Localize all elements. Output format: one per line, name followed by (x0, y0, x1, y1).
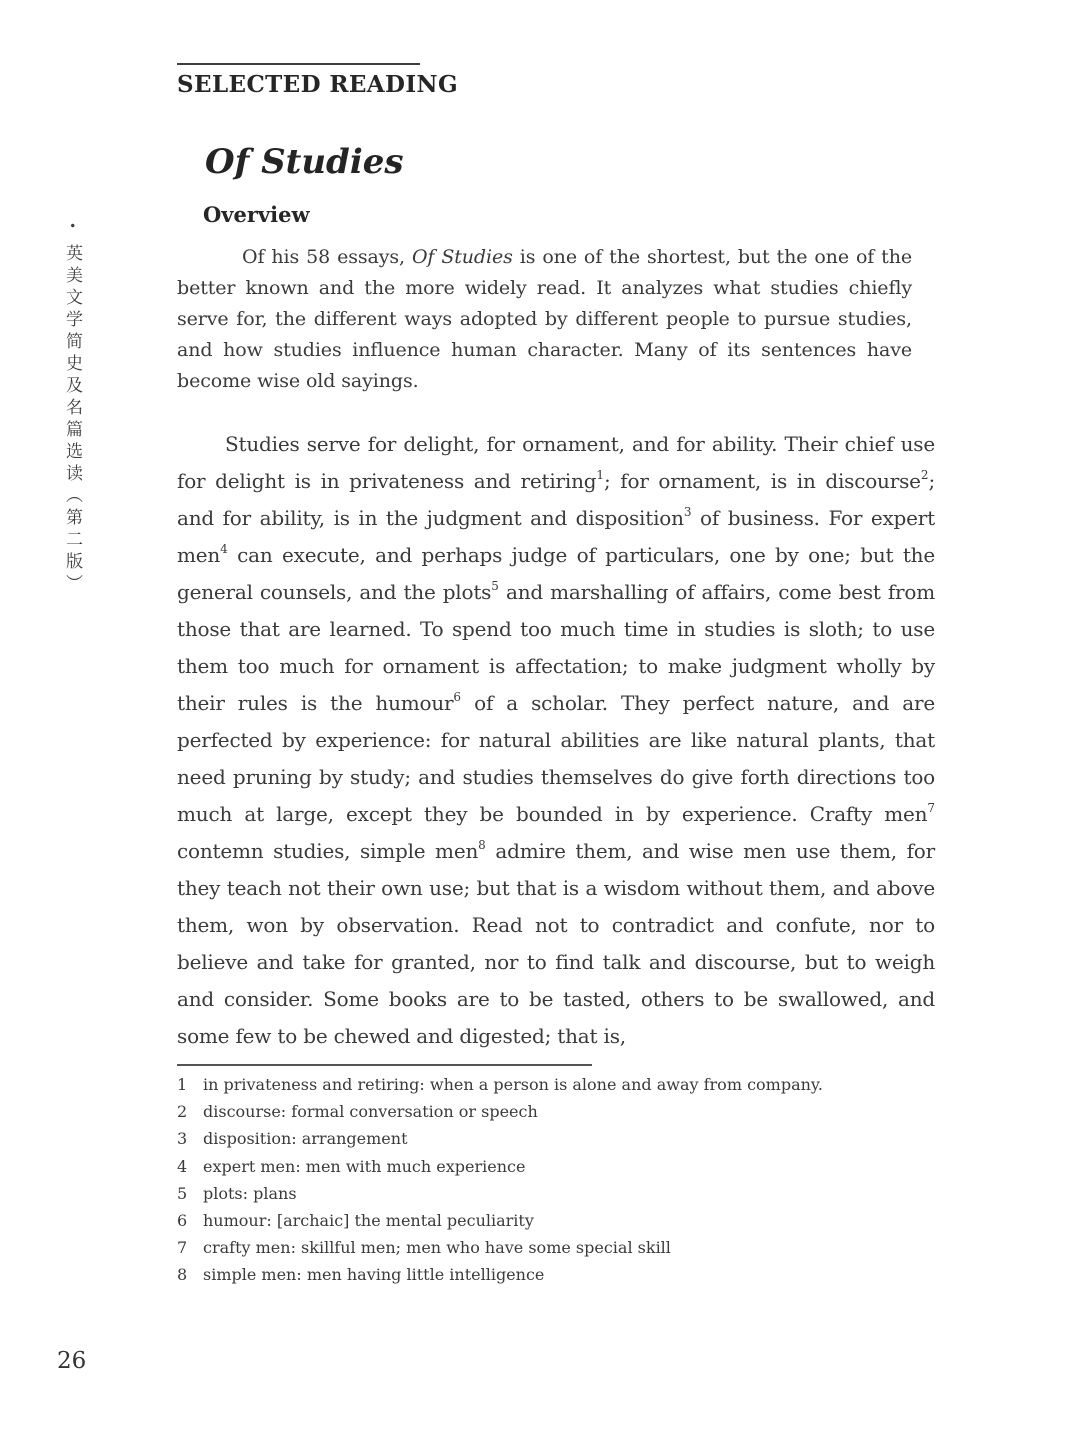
text-run: of business. For expert men (177, 506, 935, 567)
footnote-item (177, 1153, 935, 1180)
text-run: ; and for ability, is in the judgment and disposition (177, 469, 935, 530)
overview-heading: Overview (203, 202, 310, 227)
italic-text: Of Studies (411, 246, 513, 268)
footnote-number: 3 (177, 1129, 188, 1149)
footnote-item (177, 1180, 935, 1207)
section-header-rule (177, 63, 420, 65)
text-run: ; for ornament, is in discourse (604, 469, 921, 493)
footnote-number: 8 (177, 1265, 188, 1285)
footnote-text: in privateness and retiring: when a person is alone and away from company. (203, 1075, 823, 1094)
footnote-ref: 5 (491, 579, 499, 593)
footnote-ref: 2 (920, 468, 929, 482)
footnote-item (177, 1098, 935, 1125)
footnote-text: humour: [archaic] the mental peculiarity (203, 1211, 534, 1231)
book-title-text: 英美文学简史及名篇选读（第二版） (62, 244, 82, 597)
footnote-ref: 4 (220, 542, 228, 556)
footnote-number: 2 (177, 1102, 188, 1122)
footnote-ref: 1 (596, 468, 605, 482)
footnotes-list (177, 1071, 935, 1289)
footnote-text: disposition: arrangement (203, 1129, 408, 1149)
footnote-ref: 3 (683, 505, 692, 519)
footnote-item (177, 1071, 935, 1098)
footnote-ref: 8 (478, 838, 486, 852)
footnote-number: 4 (177, 1156, 188, 1176)
footnote-ref: 7 (927, 801, 935, 815)
text-run: can execute, and perhaps judge of particulars, one by one; but the general counsels, and the plots (177, 543, 935, 604)
footnote-number: 1 (177, 1075, 188, 1094)
footnote-rule (177, 1064, 592, 1066)
footnote-item (177, 1207, 935, 1234)
text-run: is one of the shortest, but the one of the better known and the more widely read. It analyzes what studies chiefly serve for, the different ways adopted by different people to pursue studies, and how studies influence human character. Many of its sentences have become wise old sayings. (177, 246, 913, 392)
article-title: Of Studies (205, 142, 404, 182)
footnote-number: 6 (177, 1211, 188, 1231)
section-heading: SELECTED READING (177, 71, 459, 98)
text-run: Studies serve for delight, for ornament, and for ability. Their chief use for delight is in privateness and retiring (177, 432, 935, 493)
body-paragraph (177, 426, 935, 1055)
footnote-item (177, 1234, 935, 1261)
text-run: admire them, and wise men use them, for they teach not their own use; but that is a wisdom without them, and above them, won by observation. Read not to contradict and confute, nor to believe and take for granted, nor to find talk and discourse, but to weigh and consider. Some books are to be tasted, others to be swallowed, and some few to be chewed and digested; that is, (177, 839, 935, 1048)
footnote-item (177, 1125, 935, 1152)
overview-paragraph (177, 242, 912, 397)
text-run: Of his 58 essays, (242, 246, 412, 268)
footnote-text: crafty men: skillful men; men who have some special skill (203, 1238, 671, 1258)
footnote-ref: 6 (453, 690, 462, 704)
bullet-icon: • (65, 222, 79, 235)
footnote-number: 5 (177, 1183, 188, 1203)
text-run: and marshalling of affairs, come best from those that are learned. To spend too much time in studies is sloth; to use them too much for ornament is affectation; to make judgment wholly by their rules is the humour (177, 580, 935, 715)
footnote-item (177, 1261, 935, 1288)
footnote-text: simple men: men having little intelligence (203, 1265, 545, 1285)
sidebar-book-title (63, 222, 80, 596)
text-run: of a scholar. They perfect nature, and are perfected by experience: for natural abilities are like natural plants, that need pruning by study; and studies themselves do give forth directions too much at large, except they be bounded in by experience. Crafty men (177, 691, 935, 826)
text-run: contemn studies, simple men (177, 839, 479, 863)
footnote-number: 7 (177, 1238, 188, 1258)
footnote-text: expert men: men with much experience (203, 1156, 526, 1176)
page-number: 26 (57, 1348, 87, 1374)
footnote-text: discourse: formal conversation or speech (203, 1102, 538, 1122)
footnote-text: plots: plans (203, 1183, 297, 1203)
